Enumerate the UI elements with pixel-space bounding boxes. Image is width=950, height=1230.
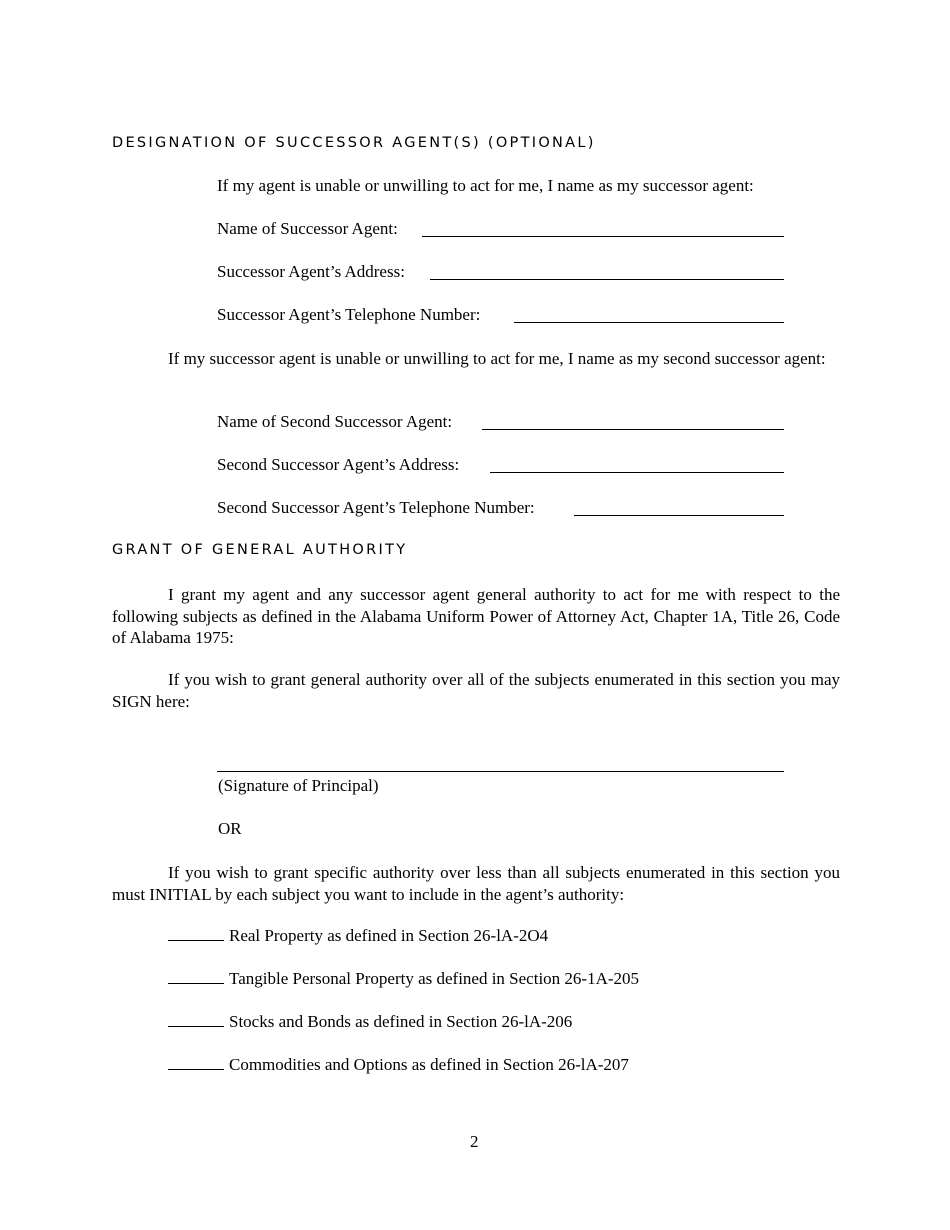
grant-section-heading: GRANT OF GENERAL AUTHORITY <box>112 542 408 558</box>
successor-phone-label: Successor Agent’s Telephone Number: <box>217 305 481 324</box>
successor-name-label: Name of Successor Agent: <box>217 219 398 238</box>
initial-blank[interactable] <box>168 1055 224 1070</box>
subject-label: Tangible Personal Property as defined in Section 26-1A-205 <box>229 969 640 988</box>
successor-section-heading: DESIGNATION OF SUCCESSOR AGENT(S) (OPTIONAL) <box>112 135 596 151</box>
subject-item-commodities-options <box>168 1055 629 1075</box>
initial-instruction: If you wish to grant specific authority over less than all subjects enumerated in this section you must INITIAL by each subject you want to include in the agent’s authority: <box>112 863 840 904</box>
initial-blank[interactable] <box>168 926 224 941</box>
second-successor-address-field[interactable] <box>490 472 784 473</box>
initial-blank[interactable] <box>168 969 224 984</box>
successor-phone-field[interactable] <box>514 322 784 323</box>
second-successor-name-field[interactable] <box>482 429 784 430</box>
successor-intro: If my agent is unable or unwilling to act for me, I name as my successor agent: <box>217 176 754 195</box>
or-text: OR <box>218 819 242 838</box>
page-number: 2 <box>470 1132 479 1151</box>
subject-item-stocks-bonds <box>168 1012 572 1032</box>
second-successor-phone-label: Second Successor Agent’s Telephone Number: <box>217 498 535 517</box>
subject-label: Commodities and Options as defined in Section 26-lA-207 <box>229 1055 629 1074</box>
successor-address-field[interactable] <box>430 279 784 280</box>
subject-label: Stocks and Bonds as defined in Section 26-lA-206 <box>229 1012 573 1031</box>
subject-item-real-property <box>168 926 548 946</box>
initial-blank[interactable] <box>168 1012 224 1027</box>
second-successor-intro: If my successor agent is unable or unwilling to act for me, I name as my second successor agent: <box>168 349 826 368</box>
successor-address-label: Successor Agent’s Address: <box>217 262 405 281</box>
second-successor-phone-field[interactable] <box>574 515 784 516</box>
principal-signature-line[interactable] <box>217 771 784 772</box>
sign-instruction: If you wish to grant general authority over all of the subjects enumerated in this section you may SIGN here: <box>112 670 840 711</box>
successor-name-field[interactable] <box>422 236 784 237</box>
subject-label: Real Property as defined in Section 26-lA-2O4 <box>229 926 549 945</box>
second-successor-address-label: Second Successor Agent’s Address: <box>217 455 460 474</box>
signature-caption: (Signature of Principal) <box>218 776 379 795</box>
subject-item-tangible-personal-property <box>168 969 639 989</box>
grant-paragraph: I grant my agent and any successor agent general authority to act for me with respect to the following subjects as defined in the Alabama Uniform Power of Attorney Act, Chapter 1A, Title 26, Code of Alabama 1975: <box>112 585 840 647</box>
second-successor-name-label: Name of Second Successor Agent: <box>217 412 453 431</box>
